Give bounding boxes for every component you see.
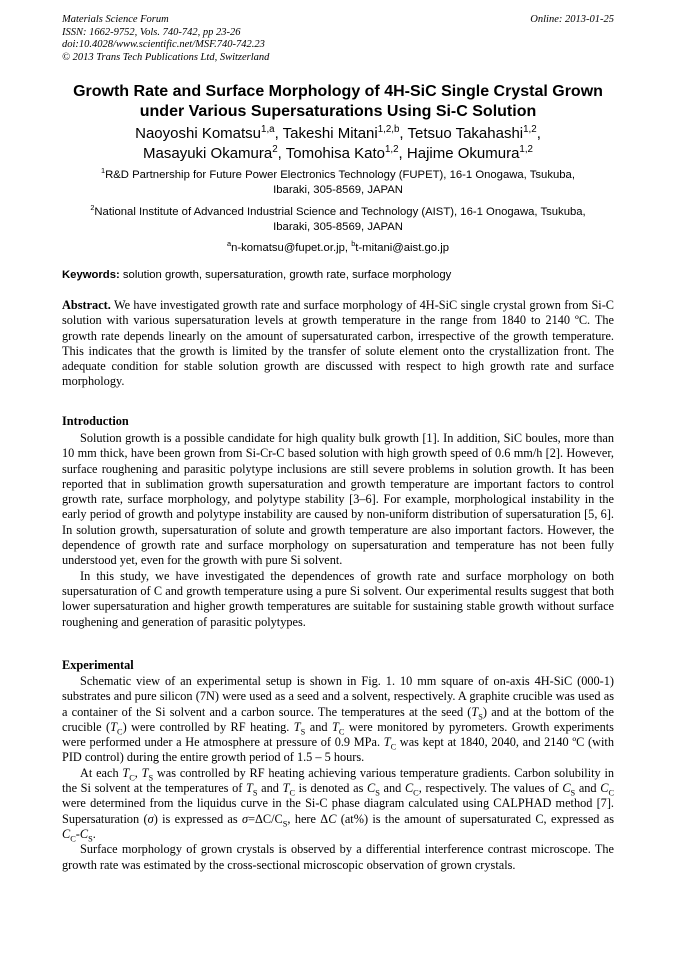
email-b[interactable]: t-mitani@aist.go.jp bbox=[355, 242, 449, 254]
journal-name: Materials Science Forum bbox=[62, 14, 169, 25]
journal-header bbox=[62, 14, 269, 64]
affiliation-2 bbox=[62, 205, 614, 235]
affiliation-line: National Institute of Advanced Industrial Science and Technology (AIST), 16-1 Onogawa, Tsukuba, bbox=[94, 206, 586, 218]
section-heading-experimental: Experimental bbox=[62, 658, 134, 672]
keywords bbox=[62, 268, 614, 283]
keywords-text: solution growth, supersaturation, growth rate, surface morphology bbox=[119, 269, 452, 281]
copyright-line: © 2013 Trans Tech Publications Ltd, Switzerland bbox=[62, 51, 270, 63]
abstract-label: Abstract. bbox=[62, 298, 111, 312]
affiliation-line: R&D Partnership for Future Power Electronics Technology (FUPET), 16-1 Onogawa, Tsukuba, bbox=[105, 169, 575, 181]
introduction-body bbox=[62, 431, 614, 630]
author-name: Tetsuo Takahashi bbox=[407, 125, 524, 142]
author-list bbox=[62, 124, 614, 163]
affiliation-1 bbox=[62, 168, 614, 198]
author-sup: 1,2 bbox=[519, 143, 533, 155]
author-line-1: Naoyoshi Komatsu$^{1,a}$, Takeshi Mitani$^{1,2,b}$, Tetsuo Takahashi$^{1,2}$, bbox=[135, 124, 541, 142]
experimental-body bbox=[62, 674, 614, 873]
title-line-1: Growth Rate and Surface Morphology of 4H-SiC Single Crystal Grown bbox=[73, 83, 603, 100]
paragraph: Surface morphology of grown crystals is observed by a differential interference contrast microscope. The growth rate was estimated by the cross-sectional microscopic observation of grown crystals. bbox=[62, 842, 614, 872]
author-name: Hajime Okumura bbox=[406, 144, 520, 162]
paragraph: Schematic view of an experimental setup is shown in Fig. 1. 10 mm square of on-axis 4H-SiC (000-1) substrates and pure silicon (7N) were used as a seed and a solvent, respectively. A graphite crucible was used as a container of the Si solvent and a carbon source. The temperatures at the seed $(T_S)$ and at the bottom of the crucible $(T_C)$ were controlled by RF heating. $T_S$ and $T_C$ were monitored by pyrometers. Growth experiments were performed under a He atmosphere at pressure of 0.9 MPa. $T_C$ was kept at 1840, 2040, and 2140 ºC (with PID control) during the entire growth period of 1.5 – 5 hours. bbox=[62, 674, 614, 765]
affiliation-sup: 1 bbox=[101, 166, 106, 176]
title-line-2: under Various Supersaturations Using Si-C Solution bbox=[139, 103, 537, 120]
author-name: Naoyoshi Komatsu bbox=[135, 125, 262, 142]
email-separator: , bbox=[344, 242, 352, 254]
email-line bbox=[62, 241, 614, 256]
online-date: Online: 2013-01-25 bbox=[530, 14, 614, 25]
author-name: Masayuki Okamura bbox=[143, 144, 273, 162]
author-sup: 1,2 bbox=[384, 143, 399, 155]
author-sup: 1,2 bbox=[523, 124, 537, 135]
paragraph: At each $T_C$, $T_S$ was controlled by RF heating achieving various temperature gradients. Carbon solubility in the Si solvent at the temperatures of $T_S$ and $T_C$ is denoted as $C_S$ and $C_C$, respectively. The values of $C_S$ and $C_C$ were determined from the liquidus curve in the Si-C phase diagram calculated using CALPHAD method [7]. Supersaturation (σ) is expressed as $\sigma=\Delta C/C_S$, here ΔC (at%) is the amount of supersaturated C, expressed as $C_C-C_S$. bbox=[62, 765, 615, 844]
email-a[interactable]: n-komatsu@fupet.or.jp bbox=[231, 242, 345, 254]
affiliation-line: Ibaraki, 305-8569, JAPAN bbox=[273, 184, 403, 196]
abstract-text: We have investigated growth rate and surface morphology of 4H-SiC single crystal grown from Si-C solution with various supersaturation levels at growth temperature in the range from 1840 to 2140 ºC. The growth rate depends linearly on the amount of supersaturated carbon, irrespective of the growth temperature. This indicates that the growth is limited by the transfer of solute element onto the crystallization front. The adequate condition for stable solution growth are discussed with respect to high growth rate and surface morphology. bbox=[62, 298, 614, 389]
abstract bbox=[62, 298, 614, 390]
affiliation-sup: 2 bbox=[90, 203, 95, 213]
paper-title bbox=[62, 82, 614, 122]
affiliation-line: Ibaraki, 305-8569, JAPAN bbox=[273, 221, 403, 233]
paragraph: Solution growth is a possible candidate for high quality bulk growth [1]. In addition, SiC boules, more than 10 mm thick, have been grown from Si-Cr-C based solution with high growth speed of 0.6 mm/h [2]. However, surface roughening and parasitic polytype inclusions are still severe problems in solution growth. It has been reported that in sublimation growth supersaturation and growth temperature are important factors to control growth rate, surface morphology, and polytype stability [3–6]. For example, morphological instability in the early period of growth and polytype instability are caused by non-uniform distribution of supersaturation [5, 6]. In solution growth, supersaturation of solute and growth temperature are also important factors. However, the dependence of growth rate and surface morphology on supersaturation and temperature has not been fully understood yet, even for the growth with pure Si solvent. bbox=[62, 431, 614, 568]
doi-line: doi:10.4028/www.scientific.net/MSF.740-742.23 bbox=[62, 39, 265, 50]
author-name: Tomohisa Kato bbox=[285, 144, 385, 162]
issn-line: ISSN: 1662-9752, Vols. 740-742, pp 23-26 bbox=[62, 26, 241, 38]
paragraph: In this study, we have investigated the dependences of growth rate and surface morphology on both supersaturation of C and growth temperature using a pure Si solvent. Our experimental results suggest that both lower supersaturation and higher growth temperatures are suitable for sustaining stable growth without surface roughening and generation of parasitic polytypes. bbox=[62, 568, 614, 629]
email-sup: b bbox=[351, 239, 356, 249]
email-sup: a bbox=[227, 239, 232, 249]
author-sup: 1,a bbox=[261, 124, 275, 135]
author-line-2: Masayuki Okamura$^2$, Tomohisa Kato$^{1,2}$, Hajime Okumura$^{1,2}$ bbox=[143, 143, 533, 162]
author-sup: 1,2,b bbox=[377, 124, 400, 135]
section-heading-introduction: Introduction bbox=[62, 414, 129, 428]
author-name: Takeshi Mitani bbox=[282, 125, 378, 142]
author-sup: 2 bbox=[272, 143, 278, 155]
keywords-label: Keywords: bbox=[62, 269, 120, 281]
